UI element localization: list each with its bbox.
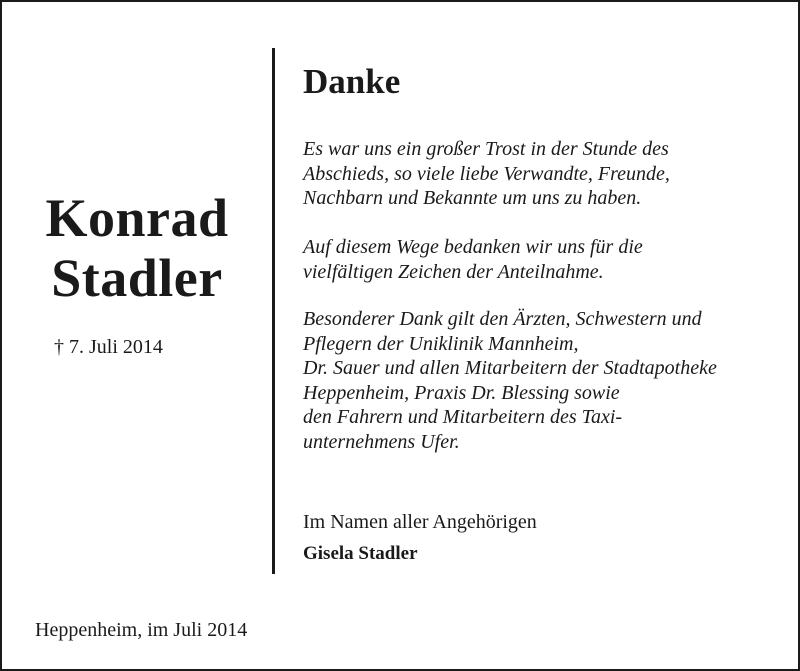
paragraph-line: vielfältigen Zeichen der Anteilnahme. xyxy=(303,260,604,283)
paragraph-line: den Fahrern und Mitarbeitern des Taxi- xyxy=(303,406,623,428)
paragraph-line: Heppenheim, Praxis Dr. Blessing sowie xyxy=(303,381,620,404)
paragraph-line: Auf diesem Wege bedanken wir uns für die xyxy=(303,236,643,258)
signer-name: Gisela Stadler xyxy=(303,543,418,564)
thanks-paragraph-2 xyxy=(303,235,643,284)
paragraph-line: Besonderer Dank gilt den Ärzten, Schwestern und xyxy=(303,308,702,330)
deceased-name xyxy=(2,188,272,308)
paragraph-line: Nachbarn und Bekannte um uns zu haben. xyxy=(303,187,642,209)
death-date: † 7. Juli 2014 xyxy=(54,336,163,358)
paragraph-line: Es war uns ein großer Trost in der Stunde des xyxy=(303,138,669,160)
thanks-paragraph-1 xyxy=(303,137,670,211)
place-and-date: Heppenheim, im Juli 2014 xyxy=(35,619,248,641)
deceased-first-name: Konrad xyxy=(45,188,229,248)
deceased-last-name: Stadler xyxy=(51,248,223,308)
paragraph-line: unternehmens Ufer. xyxy=(303,430,460,453)
paragraph-line: Pflegern der Uniklinik Mannheim, xyxy=(303,332,579,355)
signoff-text: Im Namen aller Angehörigen xyxy=(303,511,537,533)
notice-title: Danke xyxy=(303,62,401,101)
thanks-paragraph-3 xyxy=(303,307,717,454)
paragraph-line: Abschieds, so viele liebe Verwandte, Freunde, xyxy=(303,162,670,185)
vertical-divider xyxy=(272,48,275,574)
paragraph-line: Dr. Sauer und allen Mitarbeitern der Stadtapotheke xyxy=(303,357,717,379)
